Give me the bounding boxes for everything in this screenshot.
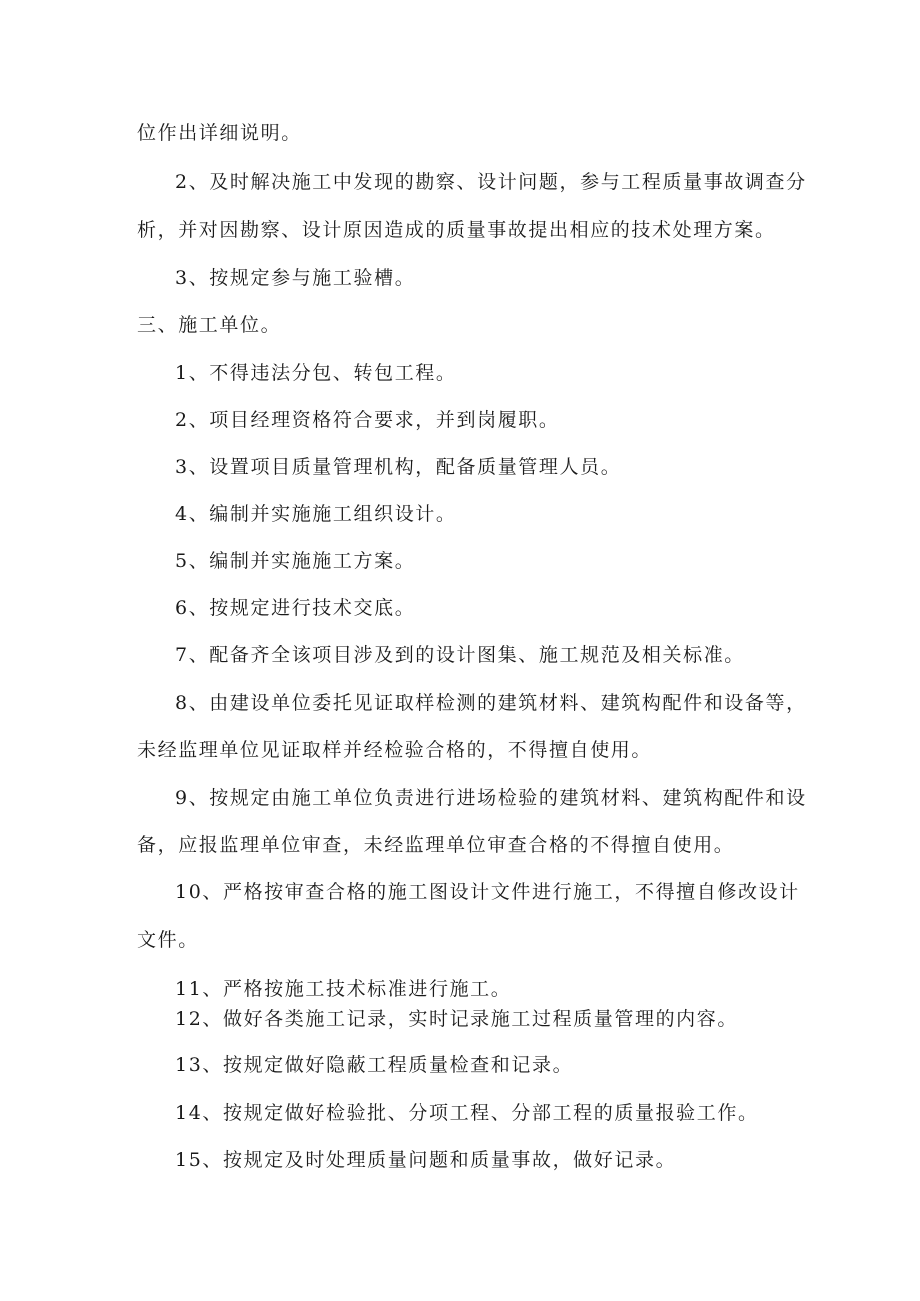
- text-line: 析，并对因勘察、设计原因造成的质量事故提出相应的技术处理方案。: [137, 219, 776, 241]
- text-line: 5、编制并实施施工方案。: [175, 550, 416, 572]
- text-line: 11、严格按施工技术标准进行施工。: [175, 978, 512, 1000]
- text-line: 备，应报监理单位审查，未经监理单位审查合格的不得擅自使用。: [137, 834, 735, 856]
- text-line: 9、按规定由施工单位负责进行进场检验的建筑材料、建筑构配件和设: [175, 787, 807, 809]
- text-line: 15、按规定及时处理质量问题和质量事故，做好记录。: [175, 1149, 677, 1171]
- text-line: 12、做好各类施工记录，实时记录施工过程质量管理的内容。: [175, 1008, 738, 1030]
- text-line: 未经监理单位见证取样并经检验合格的，不得擅自使用。: [137, 739, 653, 761]
- text-line: 位作出详细说明。: [137, 122, 302, 144]
- text-line: 8、由建设单位委托见证取样检测的建筑材料、建筑构配件和设备等，: [175, 692, 807, 714]
- text-line: 文件。: [137, 929, 199, 951]
- text-line: 4、编制并实施施工组织设计。: [175, 503, 457, 525]
- text-line: 2、项目经理资格符合要求，并到岗履职。: [175, 409, 560, 431]
- text-line: 3、设置项目质量管理机构，配备质量管理人员。: [175, 456, 622, 478]
- text-line: 3、按规定参与施工验槽。: [175, 267, 416, 289]
- section-heading: 三、施工单位。: [137, 314, 282, 336]
- text-line: 2、及时解决施工中发现的勘察、设计问题，参与工程质量事故调查分: [175, 171, 807, 193]
- text-line: 7、配备齐全该项目涉及到的设计图集、施工规范及相关标准。: [175, 644, 745, 666]
- text-line: 6、按规定进行技术交底。: [175, 597, 416, 619]
- text-line: 13、按规定做好隐蔽工程质量检查和记录。: [175, 1054, 574, 1076]
- text-line: 1、不得违法分包、转包工程。: [175, 362, 457, 384]
- text-line: 10、严格按审查合格的施工图设计文件进行施工，不得擅自修改设计: [175, 881, 800, 903]
- text-line: 14、按规定做好检验批、分项工程、分部工程的质量报验工作。: [175, 1102, 759, 1124]
